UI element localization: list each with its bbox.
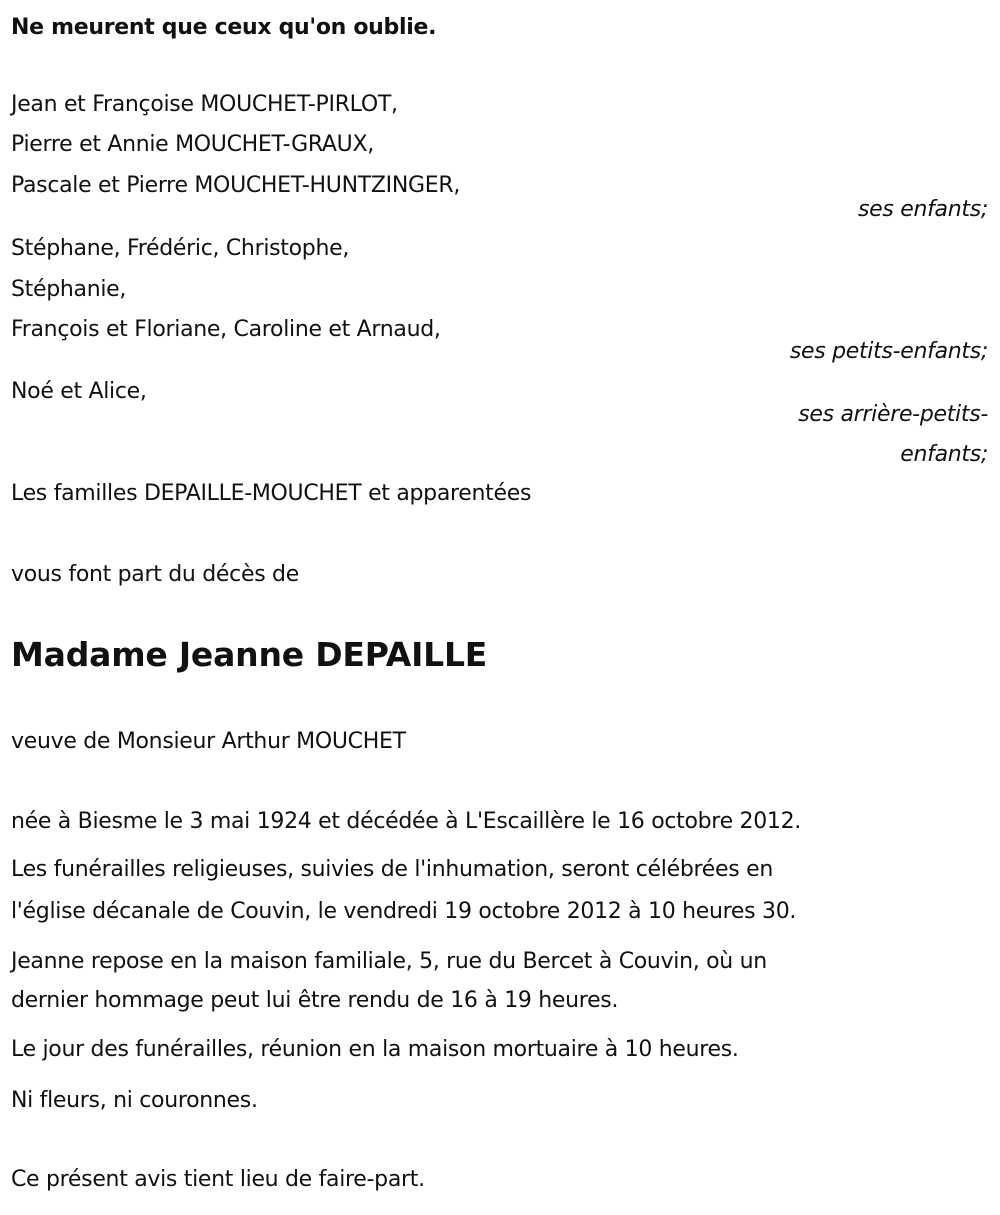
- deceased-name: Madame Jeanne DEPAILLE: [11, 635, 488, 674]
- announce-line: vous font part du décès de: [11, 562, 299, 587]
- grandchild-line: Stéphane, Frédéric, Christophe,: [11, 236, 350, 261]
- great-grandchildren-label: enfants;: [900, 442, 988, 467]
- families-line: Les familles DEPAILLE-MOUCHET et apparentées: [11, 481, 532, 506]
- detail-line: Le jour des funérailles, réunion en la maison mortuaire à 10 heures.: [11, 1037, 739, 1062]
- child-line: Jean et Françoise MOUCHET-PIRLOT,: [11, 92, 398, 117]
- child-line: Pierre et Annie MOUCHET-GRAUX,: [11, 132, 374, 157]
- children-label: ses enfants;: [857, 197, 988, 222]
- grandchild-line: François et Floriane, Caroline et Arnaud,: [11, 317, 441, 342]
- grandchildren-label: ses petits-enfants;: [789, 339, 988, 364]
- grandchild-line: Stéphanie,: [11, 277, 127, 302]
- great-grandchild-line: Noé et Alice,: [11, 379, 147, 404]
- detail-line: née à Biesme le 3 mai 1924 et décédée à L'Escaillère le 16 octobre 2012.: [11, 809, 801, 834]
- detail-line: dernier hommage peut lui être rendu de 16 à 19 heures.: [11, 988, 619, 1013]
- closing-line: Ce présent avis tient lieu de faire-part.: [11, 1167, 425, 1192]
- detail-line: Les funérailles religieuses, suivies de l'inhumation, seront célébrées en: [11, 857, 773, 882]
- detail-line: Jeanne repose en la maison familiale, 5, rue du Bercet à Couvin, où un: [11, 949, 767, 974]
- epigraph: Ne meurent que ceux qu'on oublie.: [11, 15, 437, 40]
- great-grandchildren-label: ses arrière-petits-: [798, 402, 988, 427]
- child-line: Pascale et Pierre MOUCHET-HUNTZINGER,: [11, 173, 461, 198]
- detail-line: Ni fleurs, ni couronnes.: [11, 1088, 258, 1113]
- widow-of-line: veuve de Monsieur Arthur MOUCHET: [11, 729, 406, 754]
- detail-line: l'église décanale de Couvin, le vendredi 19 octobre 2012 à 10 heures 30.: [11, 899, 797, 924]
